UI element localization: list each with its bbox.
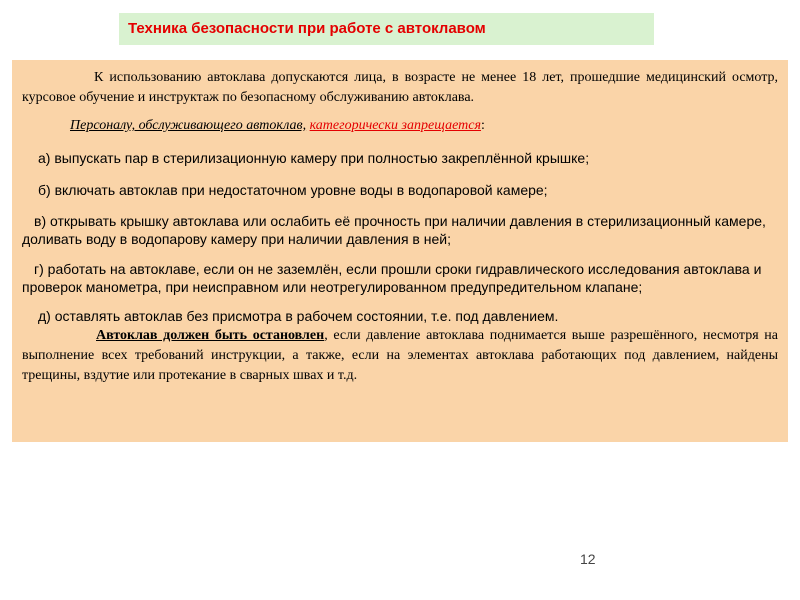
list-item-d: д) оставлять автоклав без присмотра в рабочем состоянии, т.е. под давлением. xyxy=(38,308,559,324)
list-item-a: а) выпускать пар в стерилизационную камеру при полностью закреплённой крышке; xyxy=(38,150,590,166)
prohibition-colon: : xyxy=(481,118,485,133)
prohibition-heading xyxy=(22,116,778,136)
intro-paragraph: К использованию автоклава допускаются лица, в возрасте не менее 18 лет, прошедшие медицинский осмотр, курсовое обучение и инструктаж по безопасному обслуживанию автоклава. xyxy=(22,70,778,105)
list-item-g: г) работать на автоклаве, если он не заземлён, если прошли сроки гидравлического исследования автоклава и проверок манометра, при неисправном или неотрегулированном предупредительном клапане; xyxy=(22,261,762,295)
prohibition-emphasis: категорически запрещается xyxy=(309,118,482,133)
list-item-b: б) включать автоклав при недостаточном уровне воды в водопаровой камере; xyxy=(38,182,548,198)
stop-paragraph xyxy=(22,326,778,386)
prohibition-lead: Персоналу, обслуживающего автоклав, xyxy=(70,118,307,133)
slide-title: Техника безопасности при работе с автоклавом xyxy=(128,20,486,37)
stop-emphasis: Автоклав должен быть остановлен xyxy=(96,328,325,343)
list-item-v: в) открывать крышку автоклава или ослабить её прочность при наличии давления в стерилизационный камере, доливать воду в водопарову камеру при наличии давления в ней; xyxy=(22,213,766,247)
page-number: 12 xyxy=(580,551,596,567)
content-panel xyxy=(12,60,788,442)
stop-rest: , если давление автоклава поднимается выше разрешённого, несмотря на выполнение всех требований инструкции, а также, если на элементах автоклава работающих под давлением, найдены трещины, вздутие или протекание в сварных швах и т.д. xyxy=(22,328,778,383)
title-banner xyxy=(119,13,654,45)
